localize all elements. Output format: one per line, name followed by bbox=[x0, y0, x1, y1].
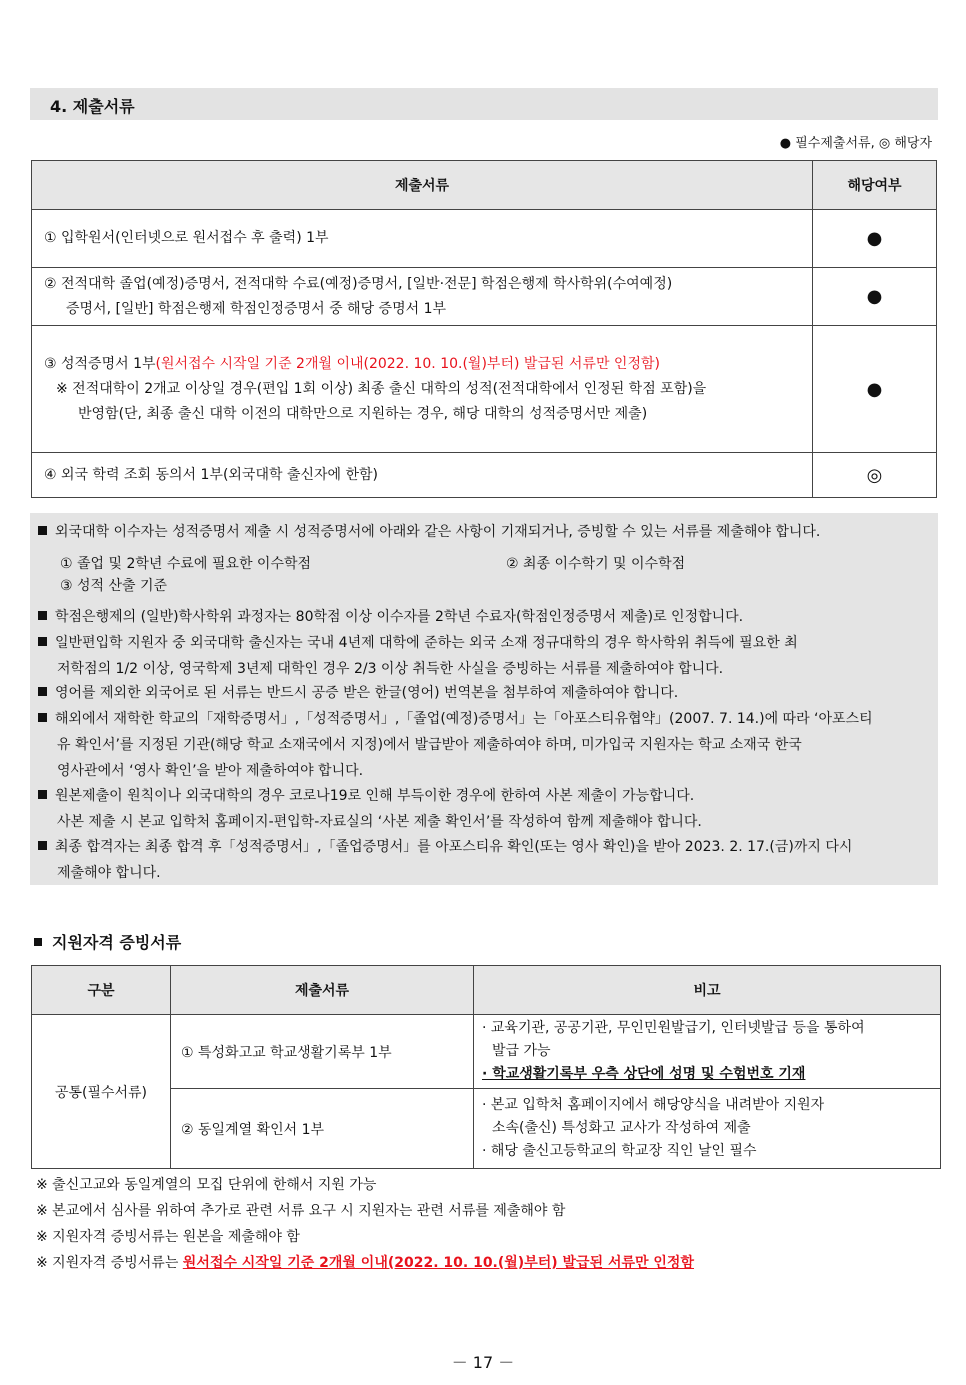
doc-text: ② 전적대학 졸업(예정)증명서, 전적대학 수료(예정)증명서, [일반·전문] 학점은행제 학사학위(수여예정) bbox=[44, 275, 673, 292]
footnote bbox=[36, 1252, 694, 1272]
table-row bbox=[32, 1015, 941, 1089]
header-documents: 제출서류 bbox=[171, 966, 474, 1015]
remark-text: 발급 가능 bbox=[492, 1043, 551, 1059]
doc-note: 반영함(단, 최종 출신 대학 이전의 대학만으로 지원하는 경우, 해당 대학의 성적증명서만 제출) bbox=[78, 405, 648, 422]
note-text: 해외에서 재학한 학교의「재학증명서」,「성적증명서」,「졸업(예정)증명서」는「아포스티유협약」(2007. 7. 14.)에 따라 ‘아포스티 bbox=[55, 711, 873, 727]
required-mark: ● bbox=[813, 268, 937, 326]
qualification-table bbox=[31, 965, 941, 1169]
remark-text: · 해당 출신고등학교의 학교장 직인 날인 필수 bbox=[482, 1143, 757, 1159]
remark-emphasis: · 학교생활기록부 우측 상단에 성명 및 수험번호 기재 bbox=[482, 1066, 806, 1082]
doc-cell bbox=[32, 268, 813, 326]
note-text: 저학점의 1/2 이상, 영국학제 3년제 대학인 경우 2/3 이상 취득한 사실을 증빙하는 서류를 제출하여야 합니다. bbox=[57, 661, 724, 677]
section-header bbox=[30, 88, 938, 120]
doc-cell bbox=[32, 453, 813, 498]
doc-cell bbox=[32, 326, 813, 453]
remark-text: · 본교 입학처 홈페이지에서 해당양식을 내려받아 지원자 bbox=[482, 1097, 825, 1113]
header-applicable: 해당여부 bbox=[813, 161, 937, 210]
documents-table bbox=[31, 160, 937, 498]
section2-title-text: 지원자격 증빙서류 bbox=[52, 933, 182, 952]
note-text: ② 최종 이수학기 및 이수학점 bbox=[506, 556, 686, 572]
remarks-cell bbox=[474, 1015, 941, 1089]
bullet-icon bbox=[38, 637, 47, 646]
note-text: ① 졸업 및 2학년 수료에 필요한 이수학점 bbox=[60, 556, 312, 572]
section-title: 4. 제출서류 bbox=[50, 97, 135, 116]
doc-cell: ② 동일계열 확인서 1부 bbox=[171, 1089, 474, 1169]
header-remarks: 비고 bbox=[474, 966, 941, 1015]
applicable-mark: ◎ bbox=[813, 453, 937, 498]
remarks-cell bbox=[474, 1089, 941, 1169]
table-header-row bbox=[32, 966, 941, 1015]
footnote: ※ 본교에서 심사를 위하여 추가로 관련 서류 요구 시 지원자는 관련 서류를 제출해야 함 bbox=[36, 1203, 566, 1219]
note-sub bbox=[60, 573, 950, 599]
doc-note: ※ 전적대학이 2개교 이상일 경우(편입 1회 이상) 최종 출신 대학의 성적(전적대학에서 인정된 학점 포함)을 bbox=[56, 380, 707, 397]
table-row bbox=[32, 326, 937, 453]
bullet-icon bbox=[38, 713, 47, 722]
legend-text: 필수제출서류, ◎ 해당자 bbox=[795, 136, 932, 151]
note-text: 영사관에서 ‘영사 확인’을 받아 제출하여야 합니다. bbox=[57, 763, 364, 779]
filled-circle-icon: ● bbox=[779, 136, 792, 151]
section2-title bbox=[34, 930, 181, 953]
note-item bbox=[38, 604, 928, 630]
bullet-icon bbox=[34, 938, 42, 946]
category-cell: 공통(필수서류) bbox=[32, 1015, 171, 1169]
note-item bbox=[38, 630, 928, 682]
table-row bbox=[32, 268, 937, 326]
note-text: 외국대학 이수자는 성적증명서 제출 시 성적증명서에 아래와 같은 사항이 기재되거나, 증빙할 수 있는 서류를 제출해야 합니다. bbox=[55, 524, 821, 540]
required-mark: ● bbox=[813, 326, 937, 453]
doc-cell bbox=[32, 210, 813, 268]
note-text: 유 확인서’를 지정된 기관(해당 학교 소재국에서 지정)에서 발급받아 제출하여야 하며, 미가입국 지원자는 학교 소재국 한국 bbox=[57, 737, 802, 753]
note-text: 최종 합격자는 최종 합격 후「성적증명서」,「졸업증명서」를 아포스티유 확인(또는 영사 확인)을 받아 2023. 2. 17.(금)까지 다시 bbox=[55, 839, 853, 855]
legend bbox=[780, 132, 932, 151]
table-header-row bbox=[32, 161, 937, 210]
note-item bbox=[38, 834, 928, 886]
remark-text: 소속(출신) 특성화고 교사가 작성하여 제출 bbox=[492, 1120, 751, 1136]
bullet-icon bbox=[38, 790, 47, 799]
bullet-icon bbox=[38, 611, 47, 620]
note-item bbox=[38, 680, 928, 706]
note-item bbox=[38, 783, 928, 835]
header-documents: 제출서류 bbox=[32, 161, 813, 210]
bullet-icon bbox=[38, 687, 47, 696]
footnote-text: ※ 지원자격 증빙서류는 bbox=[36, 1255, 183, 1271]
note-text: 영어를 제외한 외국어로 된 서류는 반드시 공증 받은 한글(영어) 번역본을 첨부하여 제출하여야 합니다. bbox=[55, 685, 679, 701]
note-text: 학점은행제의 (일반)학사학위 과정자는 80학점 이상 이수자를 2학년 수료자(학점인정증명서 제출)로 인정합니다. bbox=[55, 609, 744, 625]
remark-text: · 교육기관, 공공기관, 무인민원발급기, 인터넷발급 등을 통하여 bbox=[482, 1020, 865, 1036]
doc-text: ④ 외국 학력 조회 동의서 1부(외국대학 출신자에 한함) bbox=[44, 466, 379, 483]
doc-text: ① 입학원서(인터넷으로 원서접수 후 출력) 1부 bbox=[44, 230, 329, 246]
bullet-icon bbox=[38, 841, 47, 850]
table-row bbox=[32, 210, 937, 268]
footnote-warning: 원서접수 시작일 기준 2개월 이내(2022. 10. 10.(월)부터) 발급된 서류만 인정함 bbox=[182, 1255, 694, 1271]
notes-box bbox=[30, 513, 938, 885]
footnote: ※ 출신고교와 동일계열의 모집 단위에 한해서 지원 가능 bbox=[36, 1177, 377, 1193]
note-text: 제출해야 합니다. bbox=[57, 865, 161, 881]
doc-cell: ① 특성화고교 학교생활기록부 1부 bbox=[171, 1015, 474, 1089]
bullet-icon bbox=[38, 526, 47, 535]
note-item bbox=[38, 706, 928, 784]
note-text: 일반편입학 지원자 중 외국대학 출신자는 국내 4년제 대학에 준하는 외국 소재 정규대학의 경우 학사학위 취득에 필요한 최 bbox=[55, 635, 798, 651]
required-mark: ● bbox=[813, 210, 937, 268]
note-text: 원본제출이 원칙이나 외국대학의 경우 코로나19로 인해 부득이한 경우에 한하여 사본 제출이 가능합니다. bbox=[55, 788, 695, 804]
note-text: 사본 제출 시 본교 입학처 홈페이지-편입학-자료실의 ‘사본 제출 확인서’를 작성하여 함께 제출해야 합니다. bbox=[57, 814, 702, 830]
note-item bbox=[38, 519, 928, 545]
page-number: － 17 － bbox=[451, 1353, 515, 1372]
note-text: ③ 성적 산출 기준 bbox=[60, 578, 168, 594]
table-row bbox=[32, 453, 937, 498]
header-category: 구분 bbox=[32, 966, 171, 1015]
footnote: ※ 지원자격 증빙서류는 원본을 제출해야 함 bbox=[36, 1229, 300, 1245]
doc-text: ③ 성적증명서 1부 bbox=[44, 355, 156, 372]
doc-warning: (원서접수 시작일 기준 2개월 이내(2022. 10. 10.(월)부터) 발급된 서류만 인정함) bbox=[155, 355, 660, 372]
doc-text: 증명서, [일반] 학점은행제 학점인정증명서 중 해당 증명서 1부 bbox=[66, 300, 447, 317]
